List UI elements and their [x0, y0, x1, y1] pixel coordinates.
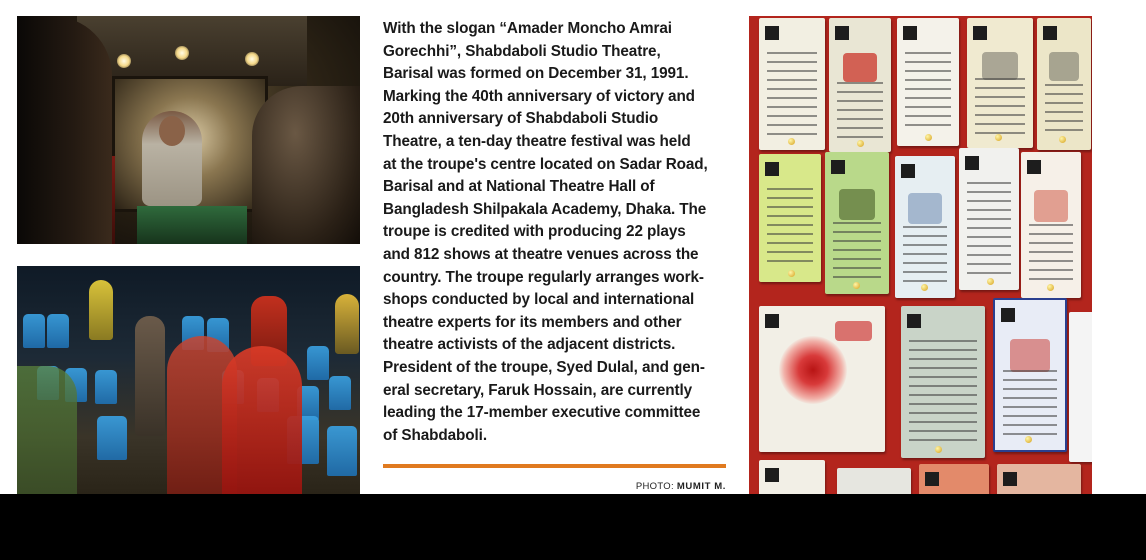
article-line: Gorechhi”, Shabdaboli Studio Theatre,: [383, 42, 661, 60]
article-body: [383, 18, 728, 447]
accent-divider: [383, 464, 726, 468]
article-line: theatre experts for its members and other: [383, 313, 682, 331]
rehearsal-photo: [17, 266, 360, 494]
article-line: shops conducted by local and international: [383, 291, 695, 309]
article-line: Bangladesh Shilpakala Academy, Dhaka. The: [383, 200, 707, 218]
article-line: and 812 shows at theatre venues across the: [383, 245, 699, 263]
article-line: Theatre, a ten-day theatre festival was held: [383, 132, 691, 150]
photographer-name: MUMIT M.: [676, 481, 726, 492]
article-line: With the slogan “Amader Moncho Amrai: [383, 20, 672, 37]
article-line: 20th anniversary of Shabdaboli Studio: [383, 110, 659, 128]
article-line: country. The troupe regularly arranges work-: [383, 268, 704, 286]
article-line: Marking the 40th anniversary of victory and: [383, 87, 695, 105]
article-line: at the troupe's centre located on Sadar Road,: [383, 155, 708, 173]
article-line: of Shabdaboli.: [383, 426, 487, 444]
article-line: Barisal was formed on December 31, 1991.: [383, 65, 689, 83]
article-line: troupe is credited with producing 22 plays: [383, 223, 686, 241]
article-line: leading the 17-member executive committee: [383, 404, 701, 422]
article-line: Barisal and at National Theatre Hall of: [383, 178, 655, 196]
article-line: eral secretary, Faruk Hossain, are currently: [383, 381, 693, 399]
photo-credit: [600, 481, 726, 492]
poster-board-photo: [749, 16, 1092, 494]
article-line: President of the troupe, Syed Dulal, and gen-: [383, 358, 705, 376]
article-line: theatre activists of the adjacent districts.: [383, 336, 676, 354]
backstage-makeup-photo: [17, 16, 360, 244]
photo-credit-label: PHOTO:: [635, 481, 674, 492]
